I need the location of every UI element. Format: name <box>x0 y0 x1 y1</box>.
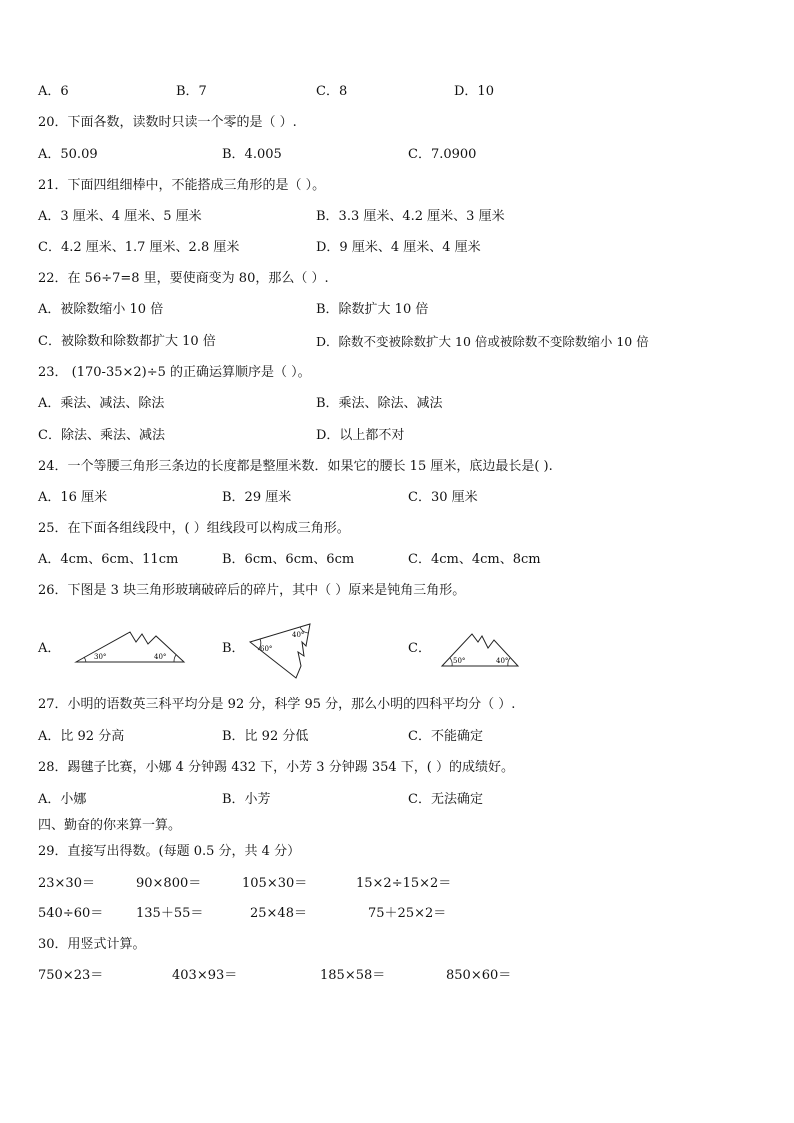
angle-label-b-left: 60° <box>260 645 273 653</box>
q26-option-b: B． <box>222 641 245 656</box>
q27-option-c: C．不能确定 <box>408 729 483 744</box>
q24-option-c: C．30 厘米 <box>408 490 478 505</box>
q22-option-b: B．除数扩大 10 倍 <box>316 302 429 317</box>
q28-option-a: A．小娜 <box>38 792 87 807</box>
q23-option-d: D．以上都不对 <box>316 428 405 443</box>
angle-label-b-top: 40° <box>292 631 305 639</box>
q21-option-d: D．9 厘米、4 厘米、4 厘米 <box>316 240 481 255</box>
q21-stem: 21．下面四组细棒中，不能搭成三角形的是（ ）。 <box>38 178 326 193</box>
q26-stem: 26．下图是 3 块三角形玻璃破碎后的碎片，其中（ ）原来是钝角三角形。 <box>38 583 466 598</box>
q29-stem: 29．直接写出得数。(每题 0.5 分，共 4 分） <box>38 844 301 859</box>
q22-option-a: A．被除数缩小 10 倍 <box>38 302 164 317</box>
q20-stem: 20．下面各数，读数时只读一个零的是（ ）. <box>38 115 297 130</box>
q24-stem: 24．一个等腰三角形三条边的长度都是整厘米数．如果它的腰长 15 厘米，底边最长是( ). <box>38 459 553 474</box>
angle-label-c-right: 40° <box>496 657 509 665</box>
q25-stem: 25．在下面各组线段中，( ）组线段可以构成三角形。 <box>38 521 350 536</box>
q29-item: 25×48＝ <box>250 906 307 921</box>
q29-item: 540÷60＝ <box>38 906 104 921</box>
q21-option-a: A．3 厘米、4 厘米、5 厘米 <box>38 209 202 224</box>
q28-option-c: C．无法确定 <box>408 792 483 807</box>
q26-option-c: C． <box>408 641 431 656</box>
q24-option-b: B．29 厘米 <box>222 490 292 505</box>
q30-stem: 30．用竖式计算。 <box>38 937 146 952</box>
q23-stem: 23． (170-35×2)÷5 的正确运算顺序是（ ）。 <box>38 365 311 380</box>
q25-option-c: C．4cm、4cm、8cm <box>408 552 541 567</box>
q28-stem: 28．踢毽子比赛，小娜 4 分钟踢 432 下，小芳 3 分钟踢 354 下，( ）的成绩好。 <box>38 760 514 775</box>
q21-option-b: B．3.3 厘米、4.2 厘米、3 厘米 <box>316 209 505 224</box>
angle-label-a-right: 40° <box>154 653 167 661</box>
q23-option-b: B．乘法、除法、减法 <box>316 396 443 411</box>
glass-fragment-a-figure <box>72 628 188 666</box>
q25-option-a: A．4cm、6cm、11cm <box>38 552 179 567</box>
q29-item: 15×2÷15×2＝ <box>356 876 452 891</box>
q26-option-a: A． <box>38 641 61 656</box>
q24-option-a: A．16 厘米 <box>38 490 108 505</box>
q27-stem: 27．小明的语数英三科平均分是 92 分，科学 95 分，那么小明的四科平均分（ ）. <box>38 697 516 712</box>
q19-option-a: A．6 <box>38 84 69 99</box>
q21-option-c: C．4.2 厘米、1.7 厘米、2.8 厘米 <box>38 240 240 255</box>
q29-item: 105×30＝ <box>242 876 308 891</box>
q23-option-c: C．除法、乘法、减法 <box>38 428 165 443</box>
q20-option-b: B．4.005 <box>222 147 282 162</box>
q20-option-a: A．50.09 <box>38 147 98 162</box>
q30-item: 403×93＝ <box>172 968 238 983</box>
q29-item: 90×800＝ <box>136 876 202 891</box>
q29-item: 75＋25×2＝ <box>368 906 447 921</box>
q22-option-c: C．被除数和除数都扩大 10 倍 <box>38 334 216 349</box>
section-4-heading: 四、勤奋的你来算一算。 <box>38 818 182 833</box>
q23-option-a: A．乘法、减法、除法 <box>38 396 165 411</box>
angle-label-c-left: 50° <box>453 657 466 665</box>
q29-item: 135＋55＝ <box>136 906 204 921</box>
q22-stem: 22．在 56÷7=8 里，要使商变为 80，那么（ ）. <box>38 271 329 286</box>
glass-fragment-b-figure <box>246 620 316 682</box>
q30-item: 750×23＝ <box>38 968 104 983</box>
q19-option-b: B．7 <box>176 84 207 99</box>
q27-option-a: A．比 92 分高 <box>38 729 125 744</box>
q27-option-b: B．比 92 分低 <box>222 729 309 744</box>
q19-option-d: D．10 <box>454 84 494 99</box>
q30-item: 850×60＝ <box>446 968 512 983</box>
q22-option-d: D．除数不变被除数扩大 10 倍或被除数不变除数缩小 10 倍 <box>316 334 649 349</box>
q25-option-b: B．6cm、6cm、6cm <box>222 552 355 567</box>
q29-item: 23×30＝ <box>38 876 95 891</box>
q28-option-b: B．小芳 <box>222 792 271 807</box>
q20-option-c: C．7.0900 <box>408 147 477 162</box>
glass-fragment-c-figure <box>438 630 522 670</box>
q30-item: 185×58＝ <box>320 968 386 983</box>
angle-label-a-left: 30° <box>94 653 107 661</box>
q19-option-c: C．8 <box>316 84 348 99</box>
